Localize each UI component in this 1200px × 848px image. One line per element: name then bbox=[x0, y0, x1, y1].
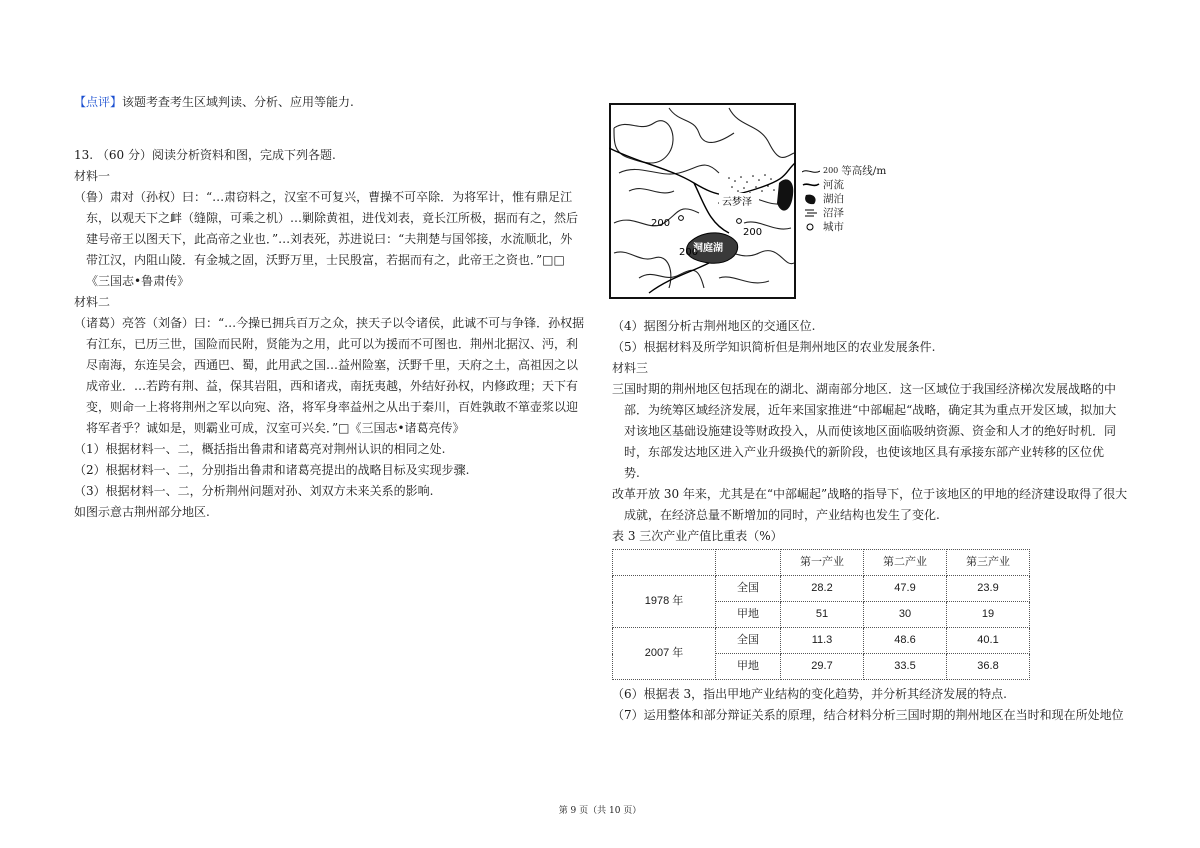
table-region: 甲地 bbox=[716, 654, 781, 680]
table-cell: 29.7 bbox=[781, 654, 864, 680]
question-5: （5）根据材料及所学知识简析但是荆州地区的农业发展条件. bbox=[612, 340, 936, 354]
right-column bbox=[612, 316, 1128, 726]
material-1-line: 带江汉，内阻山陵．有金城之固，沃野万里，士民殷富，若据而有之，此帝王之资也．”□□ bbox=[86, 253, 565, 267]
city-icon bbox=[802, 221, 820, 233]
legend-contour bbox=[802, 164, 886, 178]
label-dongting: 洞庭湖 bbox=[693, 243, 723, 254]
table-region: 全国 bbox=[716, 576, 781, 602]
material-2-line: 变，则命一上将将荆州之军以向宛、洛，将军身率益州之从出于秦川，百姓孰敢不箪壶浆以迎 bbox=[86, 400, 579, 414]
material-3-line: 成就，在经济总量不断增加的同时，产业结构也发生了变化. bbox=[624, 508, 940, 522]
comment-text: 该题考查考生区域判读、分析、应用等能力. bbox=[122, 95, 354, 109]
table-cell: 36.8 bbox=[947, 654, 1030, 680]
marsh-icon bbox=[802, 207, 820, 219]
comment-line bbox=[74, 92, 574, 113]
table-cell: 33.5 bbox=[864, 654, 947, 680]
table-year: 1978 年 bbox=[613, 576, 716, 628]
map-intro: 如图示意古荆州部分地区. bbox=[74, 505, 210, 519]
legend-label: 沼泽 bbox=[823, 207, 844, 219]
legend-city bbox=[802, 220, 886, 234]
page-footer: 第 9 页（共 10 页） bbox=[558, 806, 642, 816]
material-1-line: （鲁）肃对（孙权）曰：“…肃窃料之，汉室不可复兴，曹操不可卒除．为将军计，惟有鼎足江 bbox=[74, 190, 573, 204]
legend-river bbox=[802, 178, 886, 192]
table-year: 2007 年 bbox=[613, 628, 716, 680]
table-header: 第一产业 bbox=[781, 550, 864, 576]
river-icon bbox=[802, 179, 820, 191]
material-2-line: 尽南海，东连吴会，西通巴、蜀，此用武之国…益州险塞，沃野千里，天府之土，高祖因之以 bbox=[86, 358, 579, 372]
table-cell: 28.2 bbox=[781, 576, 864, 602]
table-header: 第三产业 bbox=[947, 550, 1030, 576]
city-marker bbox=[679, 216, 684, 221]
material-3-line: 三国时期的荆州地区包括现在的湖北、湖南部分地区．这一区域位于我国经济梯次发展战略的中 bbox=[612, 382, 1117, 396]
table-header-row bbox=[613, 550, 1030, 576]
industry-table bbox=[612, 549, 1030, 680]
question-13-heading: 13. （60 分）阅读分析资料和图，完成下列各题. bbox=[74, 148, 336, 162]
legend-label: 城市 bbox=[823, 221, 844, 233]
contour-label: 200 bbox=[743, 227, 763, 238]
material-2-line: 成帝业．…若跨有荆、益，保其岩阻，西和诸戎，南抚夷越，外结好孙权，内修政理；天下有 bbox=[86, 379, 579, 393]
material-2-line: 将军者乎？诚如是，则霸业可成，汉室可兴矣．”□《三国志•诸葛亮传》 bbox=[86, 421, 465, 435]
table-cell: 51 bbox=[781, 602, 864, 628]
table-cell: 23.9 bbox=[947, 576, 1030, 602]
contour-line-icon bbox=[802, 165, 820, 177]
question-6: （6）根据表 3，指出甲地产业结构的变化趋势，并分析其经济发展的特点. bbox=[612, 687, 1007, 701]
map-legend bbox=[802, 164, 886, 234]
table-cell: 19 bbox=[947, 602, 1030, 628]
city-marker bbox=[737, 219, 742, 224]
lake-icon bbox=[802, 193, 820, 205]
contour-label: 200 bbox=[651, 218, 671, 229]
table-header: 第二产业 bbox=[864, 550, 947, 576]
comment-tag: 【点评】 bbox=[74, 95, 123, 109]
left-column bbox=[74, 92, 585, 523]
material-3-line: 时，东部发达地区进入产业升级换代的新阶段，也使该地区具有承接东部产业转移的区位优 bbox=[624, 445, 1105, 459]
question-4: （4）据图分析古荆州地区的交通区位. bbox=[612, 319, 816, 333]
legend-label: 河流 bbox=[823, 179, 844, 191]
jingzhou-map bbox=[609, 103, 796, 299]
table-region: 全国 bbox=[716, 628, 781, 654]
material-3-line: 部．为统筹区域经济发展，近年来国家推进“中部崛起“战略，确定其为重点开发区域，拟加大 bbox=[624, 403, 1117, 417]
contour-label: 200 bbox=[679, 247, 699, 258]
legend-lake bbox=[802, 192, 886, 206]
table-title: 表 3 三次产业产值比重表（%） bbox=[612, 529, 783, 543]
table-row bbox=[613, 628, 1030, 654]
material-1-source: 《三国志•鲁肃传》 bbox=[86, 274, 190, 288]
material-3-line: 对该地区基础设施建设等财政投入，从而使该地区面临吸纳资源、资金和人才的绝好时机．同 bbox=[624, 424, 1117, 438]
material-2-line: 有江东，已历三世，国险而民附，贤能为之用，此可以为援而不可图也．荆州北据汉、沔，利 bbox=[86, 337, 579, 351]
table-cell: 11.3 bbox=[781, 628, 864, 654]
material-1-line: 建号帝王以图天下，此高帝之业也．”…刘表死，苏进说曰：“夫荆楚与国邻接，水流顺北，外 bbox=[86, 232, 573, 246]
material-3-line: 改革开放 30 年来，尤其是在“中部崛起”战略的指导下，位于该地区的甲地的经济建设取得了很大 bbox=[612, 487, 1128, 501]
material-3-title: 材料三 bbox=[612, 361, 649, 375]
legend-label: 湖泊 bbox=[823, 193, 844, 205]
table-region: 甲地 bbox=[716, 602, 781, 628]
legend-label: 等高线/m bbox=[841, 165, 887, 177]
question-3: （3）根据材料一、二，分析荆州问题对孙、刘双方未来关系的影响. bbox=[74, 484, 434, 498]
table-cell: 30 bbox=[864, 602, 947, 628]
question-2: （2）根据材料一、二，分别指出鲁肃和诸葛亮提出的战略目标及实现步骤. bbox=[74, 463, 470, 477]
legend-contour-num: 200 bbox=[823, 166, 839, 175]
material-2-title: 材料二 bbox=[74, 295, 111, 309]
question-7: （7）运用整体和部分辩证关系的原理，结合材料分析三国时期的荆州地区在当时和现在所处地位 bbox=[612, 708, 1124, 722]
label-yunmengze: 云梦泽 bbox=[722, 197, 752, 208]
question-1: （1）根据材料一、二，概括指出鲁肃和诸葛亮对荆州认识的相同之处. bbox=[74, 442, 446, 456]
legend-marsh bbox=[802, 206, 886, 220]
table-cell: 47.9 bbox=[864, 576, 947, 602]
table-row bbox=[613, 576, 1030, 602]
material-2-line: （诸葛）亮答（刘备）曰：“…今操已拥兵百万之众，挟天子以令诸侯，此诚不可与争锋．孙权据 bbox=[74, 316, 585, 330]
material-1-title: 材料一 bbox=[74, 169, 111, 183]
material-3-line: 势. bbox=[624, 466, 640, 480]
table-cell: 40.1 bbox=[947, 628, 1030, 654]
table-cell: 48.6 bbox=[864, 628, 947, 654]
material-1-line: 东，以观天下之衅（缝隙，可乘之机）…剿除黄祖，进伐刘表，竟长江所极，据而有之，然后 bbox=[86, 211, 579, 225]
